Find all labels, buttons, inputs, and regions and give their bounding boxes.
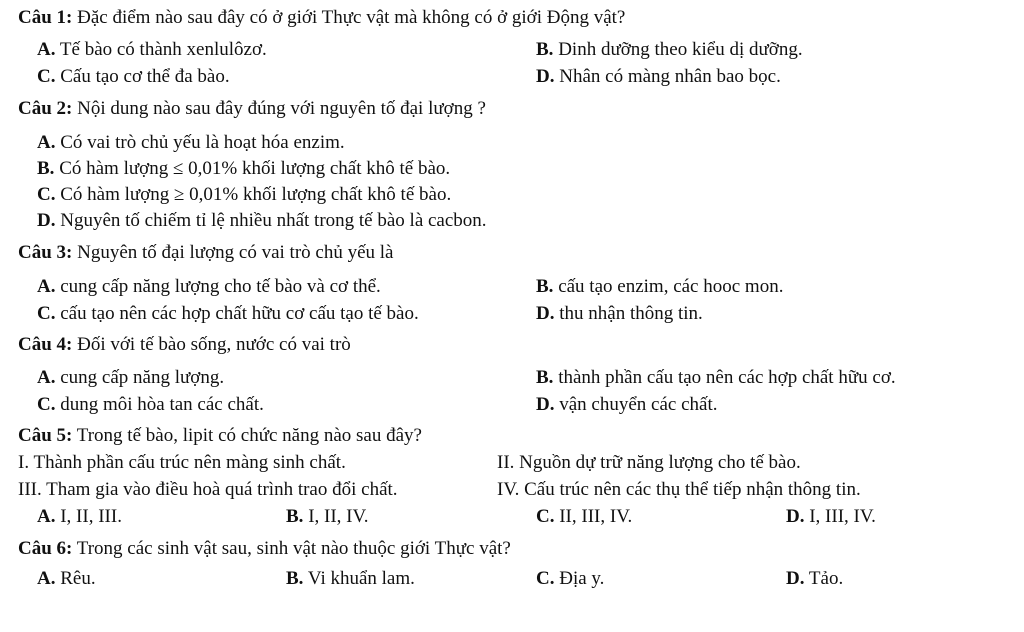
q4-option-a[interactable] bbox=[37, 368, 224, 387]
q4-option-c[interactable] bbox=[37, 395, 264, 414]
option-letter: B. bbox=[536, 39, 554, 60]
q2-option-d[interactable] bbox=[37, 211, 487, 230]
option-text: Địa y. bbox=[559, 568, 605, 589]
option-letter: C. bbox=[37, 303, 56, 324]
q5-statement-2: II. Nguồn dự trữ năng lượng cho tế bào. bbox=[497, 452, 801, 473]
question-text: Nguyên tố đại lượng có vai trò chủ yếu là bbox=[77, 242, 394, 263]
option-letter: D. bbox=[536, 394, 555, 415]
question-text: Trong tế bào, lipit có chức năng nào sau đây? bbox=[76, 425, 422, 446]
option-text: Nguyên tố chiếm tỉ lệ nhiều nhất trong tế bào là cacbon. bbox=[60, 210, 487, 231]
option-text: Rêu. bbox=[60, 568, 96, 589]
option-letter: B. bbox=[37, 158, 55, 179]
q1-option-c[interactable] bbox=[37, 67, 230, 86]
question-text: Đặc điểm nào sau đây có ở giới Thực vật mà không có ở giới Động vật? bbox=[77, 7, 626, 28]
option-text: I, III, IV. bbox=[809, 506, 876, 527]
question-label: Câu 2: bbox=[18, 98, 73, 119]
option-letter: A. bbox=[37, 367, 56, 388]
option-text: Có hàm lượng ≤ 0,01% khối lượng chất khô tế bào. bbox=[59, 158, 451, 179]
option-text: Tảo. bbox=[808, 568, 844, 589]
q2-option-a[interactable] bbox=[37, 133, 345, 152]
option-letter: A. bbox=[37, 568, 56, 589]
option-text: Nhân có màng nhân bao bọc. bbox=[559, 66, 781, 87]
q6-option-d[interactable] bbox=[786, 569, 843, 588]
question-2 bbox=[18, 99, 486, 118]
option-letter: C. bbox=[536, 506, 555, 527]
q3-option-b[interactable] bbox=[536, 277, 783, 296]
option-letter: B. bbox=[286, 568, 304, 589]
option-text: cấu tạo nên các hợp chất hữu cơ cấu tạo tế bào. bbox=[60, 303, 419, 324]
question-6 bbox=[18, 539, 511, 558]
option-text: I, II, III. bbox=[60, 506, 122, 527]
q1-option-d[interactable] bbox=[536, 67, 781, 86]
option-text: vận chuyển các chất. bbox=[559, 394, 718, 415]
option-letter: B. bbox=[536, 367, 554, 388]
option-text: cấu tạo enzim, các hooc mon. bbox=[558, 276, 784, 297]
question-1 bbox=[18, 8, 625, 27]
option-letter: B. bbox=[286, 506, 304, 527]
option-letter: D. bbox=[536, 66, 555, 87]
question-4 bbox=[18, 335, 351, 354]
question-label: Câu 5: bbox=[18, 425, 73, 446]
option-letter: A. bbox=[37, 39, 56, 60]
q5-option-a[interactable] bbox=[37, 507, 122, 526]
option-letter: D. bbox=[786, 506, 805, 527]
q4-option-d[interactable] bbox=[536, 395, 717, 414]
option-text: Vi khuẩn lam. bbox=[307, 568, 415, 589]
option-text: Cấu tạo cơ thể đa bào. bbox=[60, 66, 230, 87]
option-text: dung môi hòa tan các chất. bbox=[60, 394, 264, 415]
q5-statement-3: III. Tham gia vào điều hoà quá trình trao đổi chất. bbox=[18, 479, 398, 500]
q5-option-d[interactable] bbox=[786, 507, 876, 526]
option-text: cung cấp năng lượng. bbox=[60, 367, 225, 388]
question-text: Nội dung nào sau đây đúng với nguyên tố đại lượng ? bbox=[77, 98, 486, 119]
question-label: Câu 3: bbox=[18, 242, 73, 263]
q3-option-a[interactable] bbox=[37, 277, 381, 296]
q3-option-c[interactable] bbox=[37, 304, 419, 323]
question-label: Câu 1: bbox=[18, 7, 73, 28]
option-letter: D. bbox=[37, 210, 56, 231]
q5-statement-1: I. Thành phần cấu trúc nên màng sinh chất. bbox=[18, 452, 346, 473]
option-letter: C. bbox=[37, 66, 56, 87]
q3-option-d[interactable] bbox=[536, 304, 703, 323]
option-text: cung cấp năng lượng cho tế bào và cơ thể. bbox=[60, 276, 381, 297]
option-text: I, II, IV. bbox=[308, 506, 369, 527]
question-label: Câu 6: bbox=[18, 538, 73, 559]
q1-option-b[interactable] bbox=[536, 40, 803, 59]
question-label: Câu 4: bbox=[18, 334, 73, 355]
q6-option-c[interactable] bbox=[536, 569, 604, 588]
option-text: Dinh dưỡng theo kiểu dị dưỡng. bbox=[558, 39, 803, 60]
option-letter: C. bbox=[536, 568, 555, 589]
question-5 bbox=[18, 426, 422, 445]
q2-option-c[interactable] bbox=[37, 185, 451, 204]
question-text: Trong các sinh vật sau, sinh vật nào thuộc giới Thực vật? bbox=[76, 538, 511, 559]
q5-option-b[interactable] bbox=[286, 507, 369, 526]
q4-option-b[interactable] bbox=[536, 368, 896, 387]
option-letter: A. bbox=[37, 506, 56, 527]
q5-statement-4: IV. Cấu trúc nên các thụ thể tiếp nhận thông tin. bbox=[497, 479, 861, 500]
option-text: Có hàm lượng ≥ 0,01% khối lượng chất khô tế bào. bbox=[60, 184, 452, 205]
option-letter: D. bbox=[786, 568, 805, 589]
option-letter: A. bbox=[37, 276, 56, 297]
option-text: Tế bào có thành xenlulôzơ. bbox=[59, 39, 267, 60]
q2-option-b[interactable] bbox=[37, 159, 450, 178]
question-3 bbox=[18, 243, 393, 262]
option-letter: A. bbox=[37, 132, 56, 153]
option-text: thu nhận thông tin. bbox=[559, 303, 703, 324]
option-text: thành phần cấu tạo nên các hợp chất hữu cơ. bbox=[558, 367, 896, 388]
q1-option-a[interactable] bbox=[37, 40, 267, 59]
option-text: II, III, IV. bbox=[559, 506, 633, 527]
option-letter: D. bbox=[536, 303, 555, 324]
q6-option-a[interactable] bbox=[37, 569, 96, 588]
option-text: Có vai trò chủ yếu là hoạt hóa enzim. bbox=[60, 132, 345, 153]
q5-option-c[interactable] bbox=[536, 507, 632, 526]
option-letter: B. bbox=[536, 276, 554, 297]
question-text: Đối với tế bào sống, nước có vai trò bbox=[77, 334, 351, 355]
q6-option-b[interactable] bbox=[286, 569, 415, 588]
option-letter: C. bbox=[37, 184, 56, 205]
option-letter: C. bbox=[37, 394, 56, 415]
